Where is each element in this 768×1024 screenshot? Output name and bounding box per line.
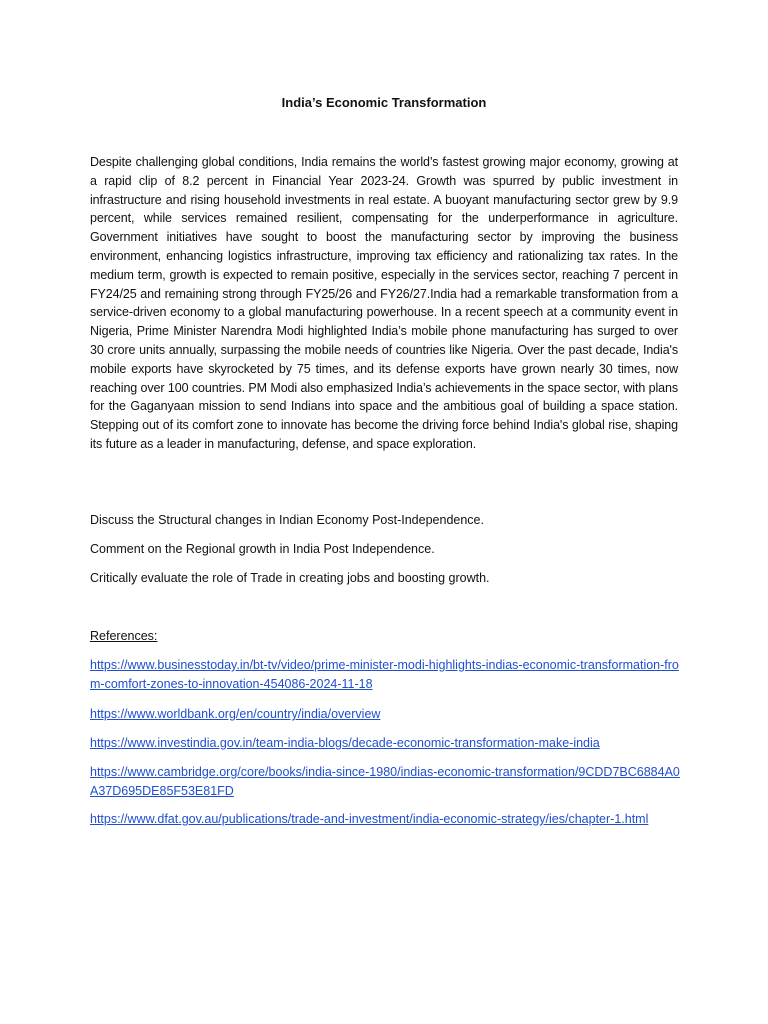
reference-link-businesstoday[interactable]: https://www.businesstoday.in/bt-tv/video/prime-minister-modi-highlights-indias-economic-transformation-from-comfort-zones-to-innovation-454086-2024-11-18 [90,658,679,691]
reference-link-investindia[interactable]: https://www.investindia.gov.in/team-india-blogs/decade-economic-transformation-make-india [90,736,600,750]
document-title: India’s Economic Transformation [281,95,487,110]
body-paragraph: Despite challenging global conditions, India remains the world’s fastest growing major economy, growing at a rapid clip of 8.2 percent in Financial Year 2023-24. Growth was spurred by public investment in infrastructure and rising household investments in real estate. A buoyant manufacturing sector grew by 9.9 percent, while services remained resilient, compensating for the underperformance in agriculture. Government initiatives have sought to boost the manufacturing sector by improving the business environment, enhancing logistics infrastructure, improving tax efficiency and rationalizing tax rates. In the medium term, growth is expected to remain positive, especially in the services sector, reaching 7 percent in FY24/25 and remaining strong through FY25/26 and FY26/27.India had a remarkable transformation from a service-driven economy to a global manufacturing powerhouse. In a recent speech at a community event in Nigeria, Prime Minister Narendra Modi highlighted India’s mobile phone manufacturing has surged to over 30 crore units annually, surpassing the mobile needs of countries like Nigeria. Over the past decade, India's mobile exports have skyrocketed by 75 times, and its defense exports have grown nearly 30 times, now reaching over 100 countries. PM Modi also emphasized India’s achievements in the space sector, with plans for the Gaganyaan mission to send Indians into space and the ambitious goal of building a space station. Stepping out of its comfort zone to innovate has become the driving force behind India's global rise, shaping its future as a leader in manufacturing, defense, and space exploration. [90,155,678,451]
question-structural-changes: Discuss the Structural changes in Indian Economy Post-Independence. [90,513,484,527]
question-regional-growth: Comment on the Regional growth in India Post Independence. [90,542,435,556]
references-heading: References: [90,629,158,643]
reference-link-worldbank[interactable]: https://www.worldbank.org/en/country/india/overview [90,707,381,721]
question-trade-role: Critically evaluate the role of Trade in creating jobs and boosting growth. [90,571,490,585]
reference-link-dfat[interactable]: https://www.dfat.gov.au/publications/trade-and-investment/india-economic-strategy/ies/chapter-1.html [90,812,649,826]
reference-link-cambridge[interactable]: https://www.cambridge.org/core/books/india-since-1980/indias-economic-transformation/9CDD7BC6884A0A37D695DE85F53E81FD [90,765,680,798]
